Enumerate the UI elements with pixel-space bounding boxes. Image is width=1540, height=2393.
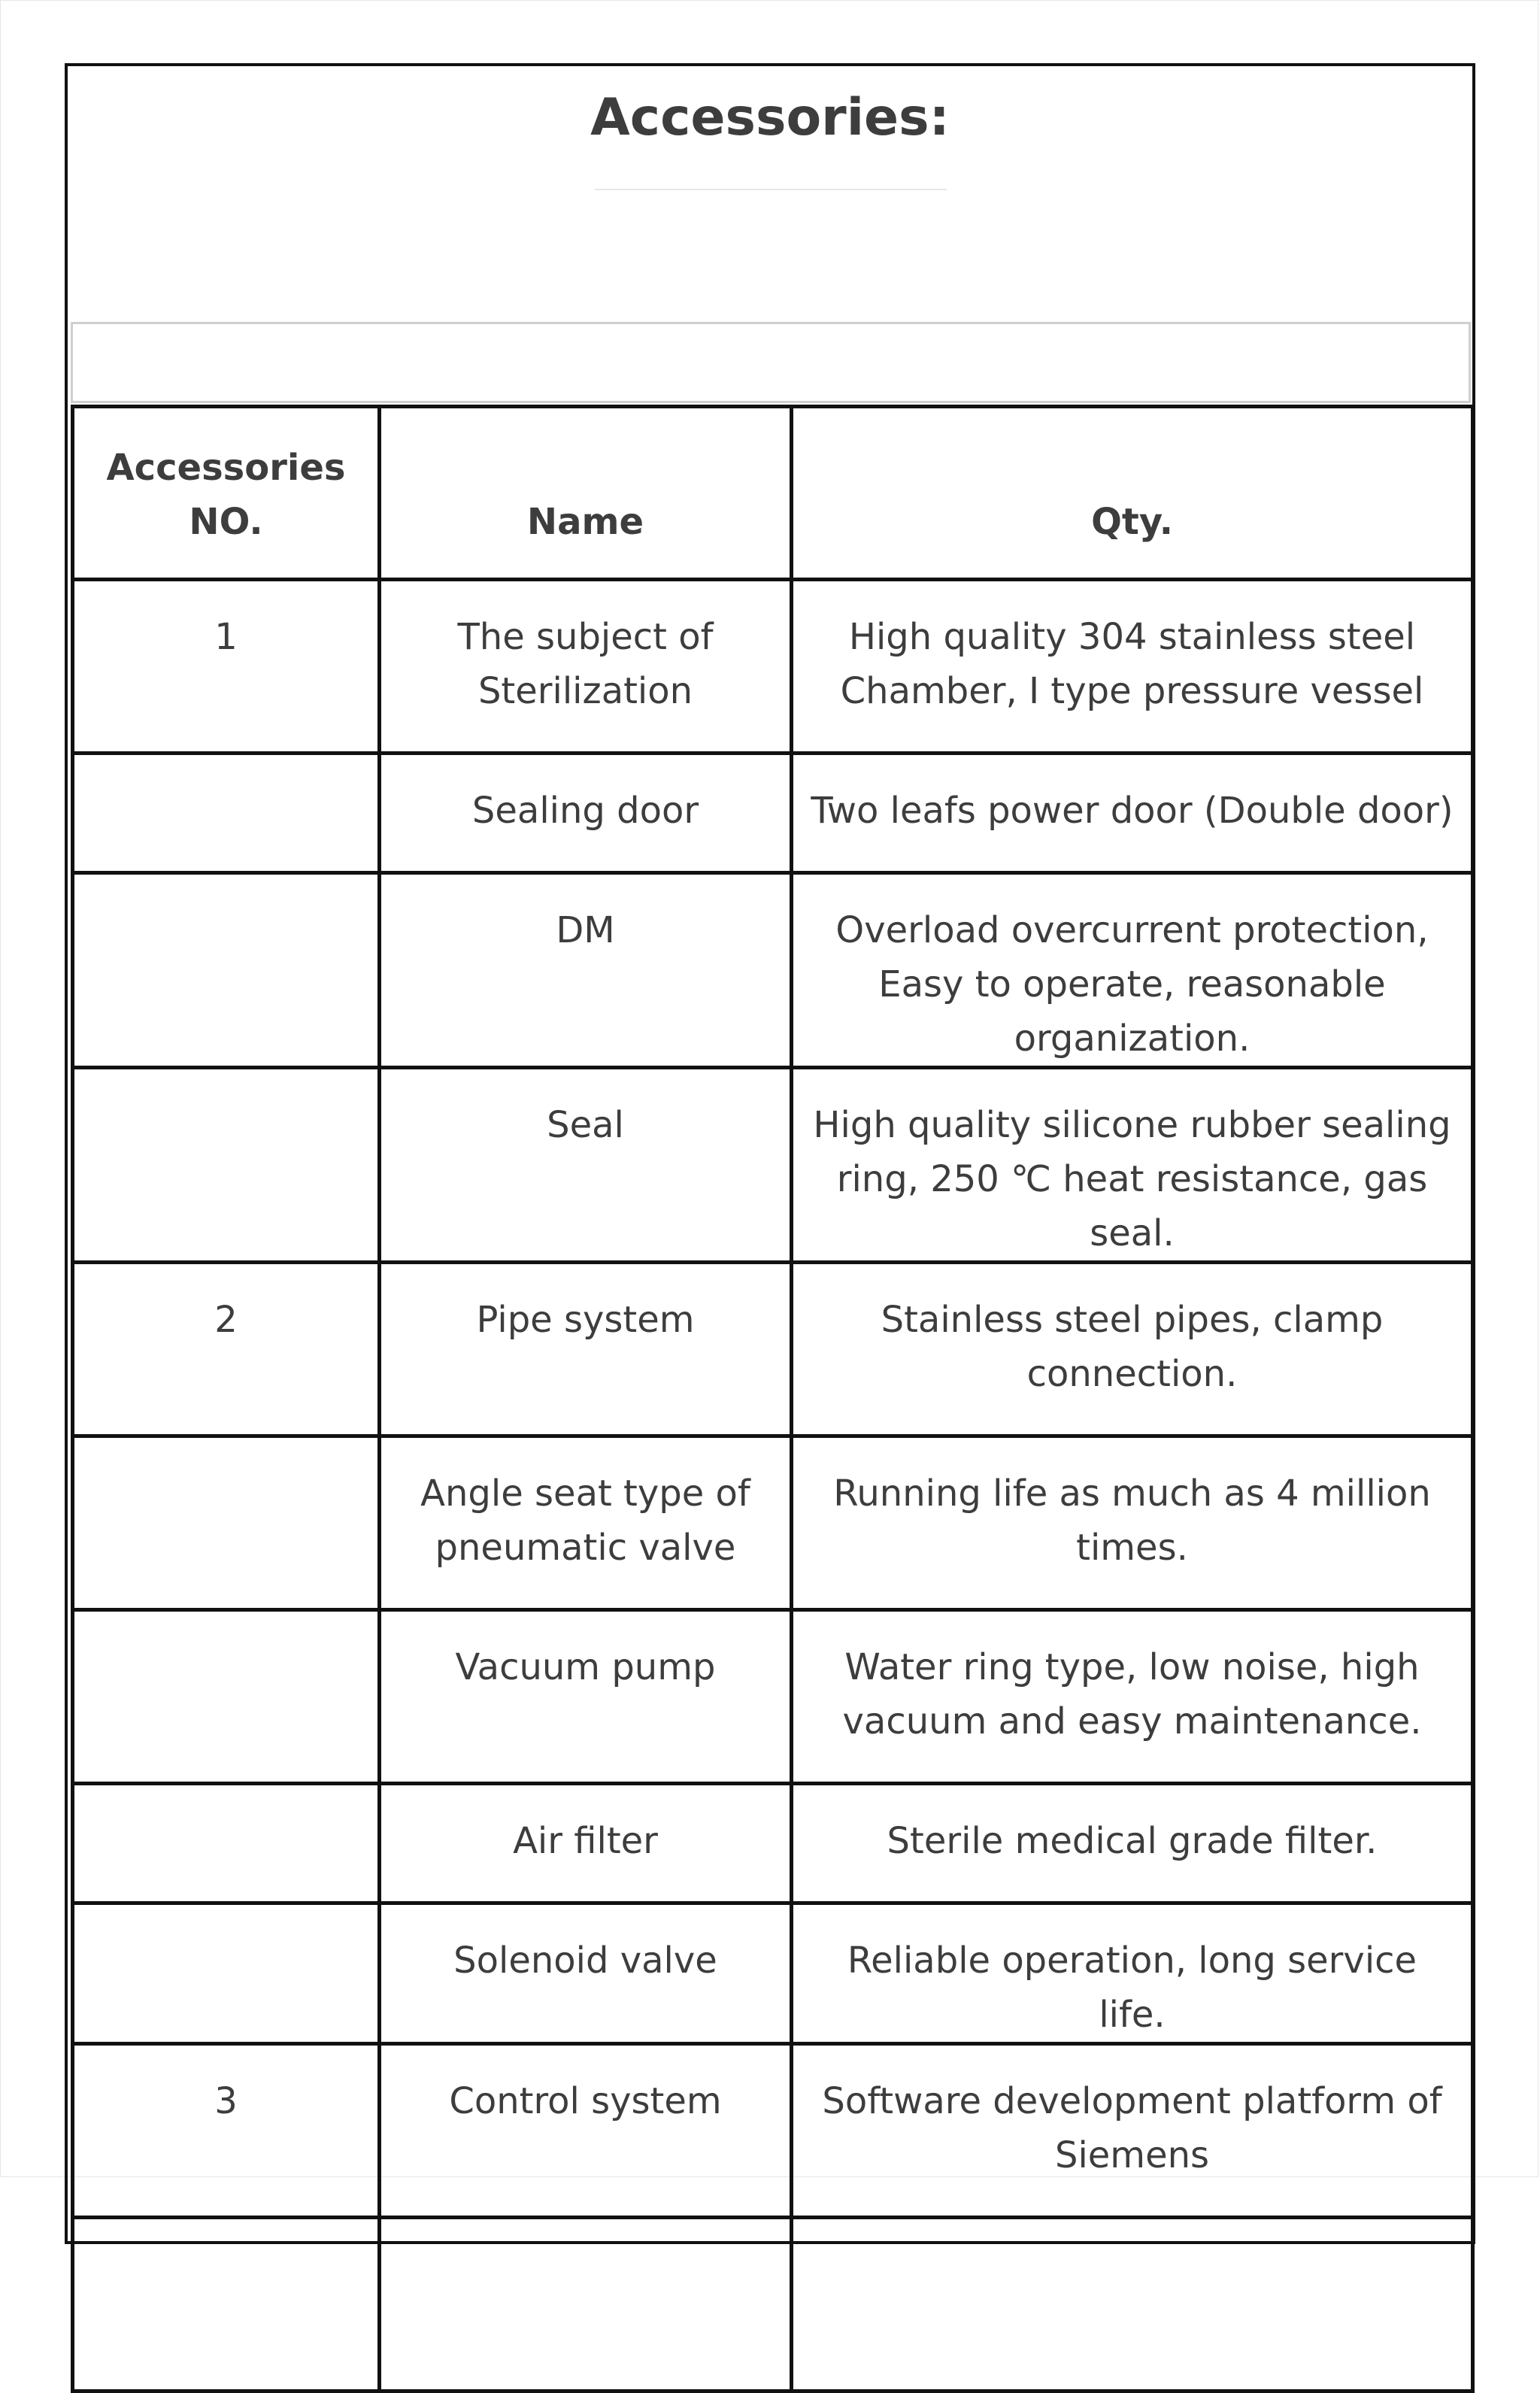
table-row bbox=[73, 1903, 1473, 2044]
cell-no bbox=[73, 2218, 380, 2391]
table-row bbox=[73, 580, 1473, 754]
table-row bbox=[73, 1263, 1473, 1436]
cell-name: Sealing door bbox=[380, 754, 792, 873]
table-row bbox=[73, 2218, 1473, 2391]
cell-name: Pipe system bbox=[380, 1263, 792, 1436]
table-header-row bbox=[73, 407, 1473, 580]
title-divider bbox=[595, 189, 947, 190]
cell-qty: Stainless steel pipes, clamp connection. bbox=[792, 1263, 1473, 1436]
cell-name: Solenoid valve bbox=[380, 1903, 792, 2044]
table-row bbox=[73, 2044, 1473, 2218]
cell-qty: Water ring type, low noise, high vacuum and easy maintenance. bbox=[792, 1610, 1473, 1784]
cell-name bbox=[380, 2218, 792, 2391]
section-title: Accessories: bbox=[590, 88, 950, 147]
cell-qty: High quality 304 stainless steel Chamber, I type pressure vessel bbox=[792, 580, 1473, 754]
cell-name: Angle seat type of pneumatic valve bbox=[380, 1436, 792, 1610]
cell-no: 2 bbox=[73, 1263, 380, 1436]
header-accessories-no: Accessories NO. bbox=[73, 407, 380, 580]
cell-name: The subject of Sterilization bbox=[380, 580, 792, 754]
cell-name: Air filter bbox=[380, 1784, 792, 1903]
cell-qty: Overload overcurrent protection, Easy to operate, reasonable organization. bbox=[792, 873, 1473, 1068]
cell-no bbox=[73, 1610, 380, 1784]
table-row bbox=[73, 873, 1473, 1068]
cell-no bbox=[73, 1903, 380, 2044]
cell-no bbox=[73, 1784, 380, 1903]
table-row bbox=[73, 1068, 1473, 1263]
cell-name: Control system bbox=[380, 2044, 792, 2218]
cell-qty: Running life as much as 4 million times. bbox=[792, 1436, 1473, 1610]
cell-qty: Reliable operation, long service life. bbox=[792, 1903, 1473, 2044]
table-row bbox=[73, 1436, 1473, 1610]
cell-qty: Software development platform of Siemens bbox=[792, 2044, 1473, 2218]
accessories-section bbox=[65, 63, 1475, 2244]
cell-name: Vacuum pump bbox=[380, 1610, 792, 1784]
cell-no bbox=[73, 1068, 380, 1263]
cell-no bbox=[73, 1436, 380, 1610]
header-name: Name bbox=[380, 407, 792, 580]
cell-no: 3 bbox=[73, 2044, 380, 2218]
cell-qty: Sterile medical grade filter. bbox=[792, 1784, 1473, 1903]
cell-qty bbox=[792, 2218, 1473, 2391]
cell-no: 1 bbox=[73, 580, 380, 754]
table-row bbox=[73, 1610, 1473, 1784]
accessories-table bbox=[71, 405, 1475, 2393]
cell-no bbox=[73, 873, 380, 1068]
cell-name: Seal bbox=[380, 1068, 792, 1263]
header-qty: Qty. bbox=[792, 407, 1473, 580]
table-row bbox=[73, 754, 1473, 873]
cell-qty: High quality silicone rubber sealing ring, 250 ℃ heat resistance, gas seal. bbox=[792, 1068, 1473, 1263]
cell-name: DM bbox=[380, 873, 792, 1068]
cell-qty: Two leafs power door (Double door) bbox=[792, 754, 1473, 873]
empty-band bbox=[71, 322, 1471, 403]
cell-no bbox=[73, 754, 380, 873]
table-row bbox=[73, 1784, 1473, 1903]
